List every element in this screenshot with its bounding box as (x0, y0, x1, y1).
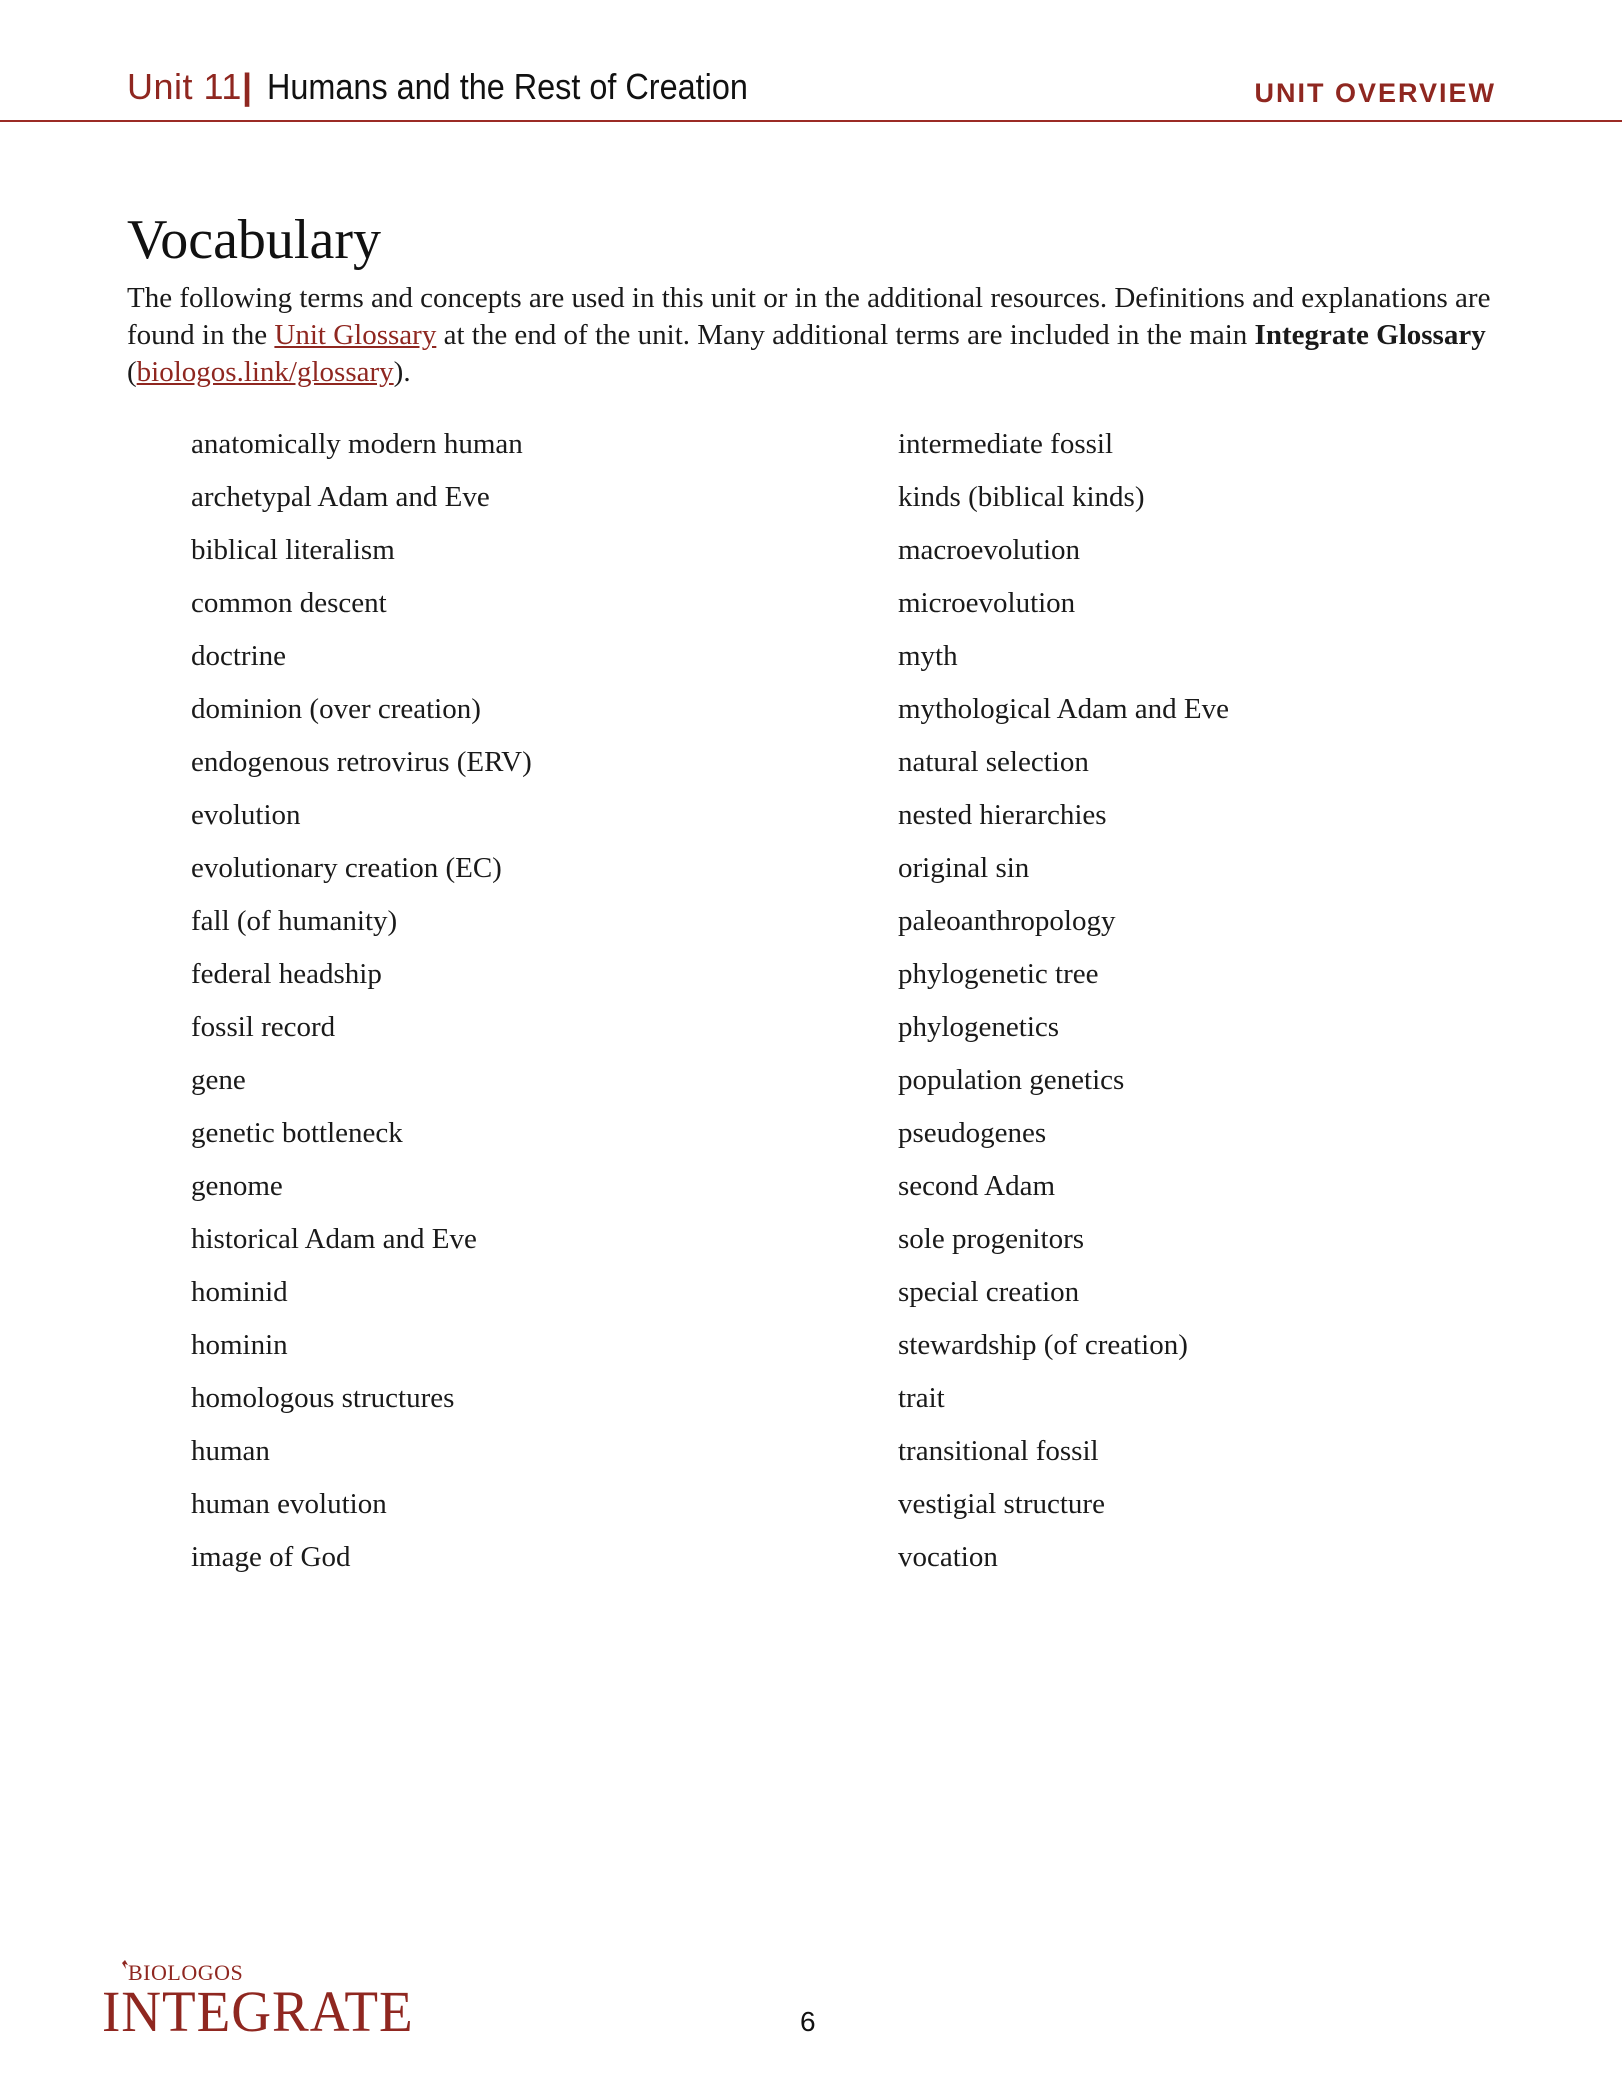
vocabulary-term: natural selection (898, 746, 1089, 778)
vocabulary-term: homologous structures (191, 1382, 455, 1414)
integrate-glossary-label: Integrate Glossary (1254, 319, 1486, 351)
vocabulary-term: nested hierarchies (898, 799, 1107, 831)
section-label: UNIT OVERVIEW (1254, 78, 1496, 108)
vocabulary-term: microevolution (898, 587, 1076, 619)
page-header (0, 0, 1622, 122)
vocabulary-term: anatomically modern human (191, 428, 523, 460)
unit-label: Unit 11 (127, 66, 242, 107)
vocabulary-term: paleoanthropology (898, 905, 1116, 937)
vocabulary-term: stewardship (of creation) (898, 1329, 1188, 1361)
vocabulary-term: evolutionary creation (EC) (191, 852, 502, 884)
vocabulary-term: dominion (over creation) (191, 693, 481, 725)
vocabulary-term: kinds (biblical kinds) (898, 481, 1145, 513)
logo-biologos-text: BIOLOGOS (128, 1960, 244, 1985)
vocabulary-term: phylogenetic tree (898, 958, 1099, 990)
unit-title: Humans and the Rest of Creation (267, 66, 748, 107)
vocabulary-term: macroevolution (898, 534, 1081, 566)
vocabulary-term: genome (191, 1170, 283, 1202)
vocabulary-term: fossil record (191, 1011, 336, 1043)
vocabulary-term: image of God (191, 1541, 351, 1573)
intro-text-3: ( (127, 356, 137, 388)
vocabulary-term: historical Adam and Eve (191, 1223, 477, 1255)
vocabulary-list-right (898, 424, 1229, 1590)
vocabulary-term: endogenous retrovirus (ERV) (191, 746, 532, 778)
vocabulary-term: gene (191, 1064, 246, 1096)
vocabulary-term: common descent (191, 587, 387, 619)
vocabulary-term: federal headship (191, 958, 382, 990)
page-number: 6 (800, 2006, 816, 2037)
vocabulary-term: myth (898, 640, 958, 672)
intro-paragraph (127, 280, 1497, 391)
page-title: Vocabulary (127, 209, 381, 271)
vocabulary-term: trait (898, 1382, 945, 1414)
vocabulary-term: human (191, 1435, 270, 1467)
vocabulary-term: population genetics (898, 1064, 1125, 1096)
vocabulary-term: phylogenetics (898, 1011, 1060, 1043)
vocabulary-term: evolution (191, 799, 301, 831)
vocabulary-term: biblical literalism (191, 534, 395, 566)
vocabulary-term: sole progenitors (898, 1223, 1085, 1255)
vocabulary-term: pseudogenes (898, 1117, 1047, 1149)
vocabulary-term: genetic bottleneck (191, 1117, 403, 1149)
intro-text-1: The following terms and concepts are used in this unit or in the additional resources. Definitions and explanations are found in the (127, 282, 1491, 351)
vocabulary-term: fall (of humanity) (191, 905, 398, 937)
vocabulary-term: vocation (898, 1541, 998, 1573)
vocabulary-term: original sin (898, 852, 1030, 884)
intro-text-4: ). (393, 356, 411, 388)
vocabulary-term: mythological Adam and Eve (898, 693, 1230, 725)
biologos-integrate-logo (102, 1960, 432, 2044)
glossary-url-link[interactable]: biologos.link/glossary (136, 356, 394, 388)
vocabulary-term: special creation (898, 1276, 1080, 1308)
header-separator: | (242, 66, 253, 107)
intro-text-2: at the end of the unit. Many additional terms are included in the main (436, 319, 1255, 351)
vocabulary-term: doctrine (191, 640, 287, 672)
vocabulary-term: hominin (191, 1329, 288, 1361)
vocabulary-term: intermediate fossil (898, 428, 1114, 460)
logo-integrate-text: INTEGRATE (102, 1979, 414, 2044)
vocabulary-term: vestigial structure (898, 1488, 1105, 1520)
vocabulary-term: human evolution (191, 1488, 387, 1520)
vocabulary-term: second Adam (898, 1170, 1056, 1202)
vocabulary-term: transitional fossil (898, 1435, 1099, 1467)
vocabulary-list-left (191, 424, 532, 1590)
vocabulary-term: archetypal Adam and Eve (191, 481, 490, 513)
unit-glossary-link[interactable]: Unit Glossary (274, 319, 437, 351)
vocabulary-term: hominid (191, 1276, 288, 1308)
